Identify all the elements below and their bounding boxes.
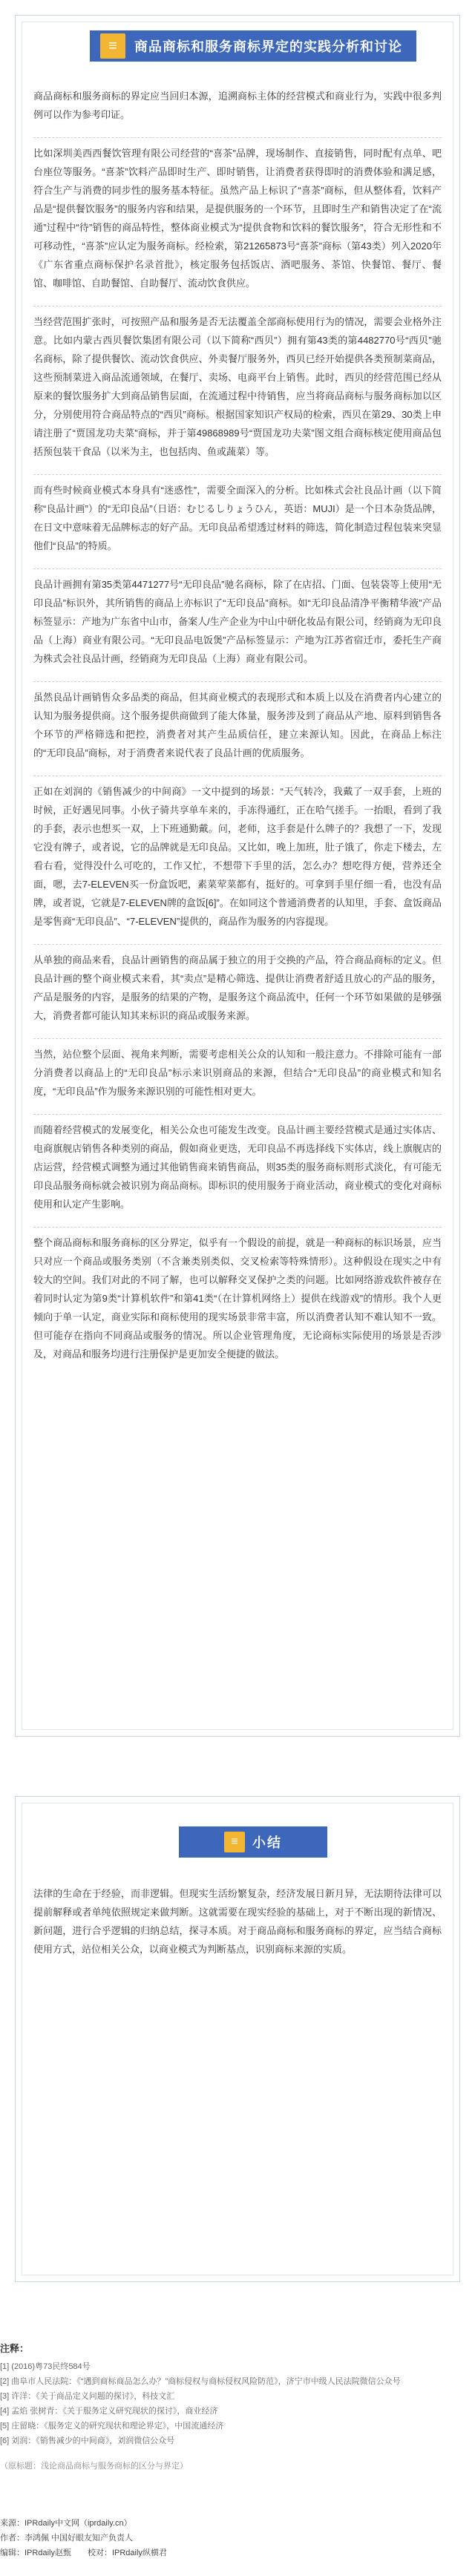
- paragraph: 虽然良品计画销售众多品类的商品，但其商业模式的表现形式和本质上以及在消费者内心建立的认知为服务提供商。这个服务提供商做到了能大体量，服务涉及到了商品从产地、原料到销售各个环节的严格筛选和把控，消费者对其产生品质信任，建立来源认知。因此，在商品上标注的“无印良品”商标，对于消费者来说代表了良品计画的优质服务。: [33, 688, 442, 776]
- note-item: [6] 刘润：《销售减少的中间商》，刘润微信公众号: [0, 2436, 175, 2445]
- paragraph: 比如深圳美西西餐饮管理有限公司经营的“喜茶”品牌，现场制作、直接销售，同时配有点单、吧台座位等服务。“喜茶”饮料产品即时生产、即时销售，让消费者获得即时的消费体验和满足感，符合生产与消费的同步性的服务基本特征。虽然产品上标识了“喜茶”商标，但从整体看，饮料产品是“提供餐饮服务”的服务内容和结果，是提供服务的一个环节，且即时生产和销售决定了在“流通”过程中“待”销售的商品特性，整体商业模式为“提供食物和饮料的餐饮服务”，符合无形性和不可移动性，“喜茶”应认定为服务商标。经检索，第21265873号“喜茶”商标（第43类）列入2020年《广东省重点商标保护名录首批》，核定服务包括饭店、酒吧服务、茶馆、快餐馆、餐厅、餐馆、咖啡馆、自助餐馆、自助餐厅、流动饮食供应。: [33, 144, 442, 307]
- article-footer: [0, 2516, 475, 2560]
- paragraph: 当经营范围扩张时，可按照产品和服务是否无法覆盖全部商标使用行为的情况，需要会业格外注意。比如内蒙古西贝餐饮集团有限公司（以下简称“西贝”）拥有第43类的第4482770号“西贝”驰名商标，除了提供餐饮、流动饮食供应、外卖餐厅服务外，西贝已经开始提供各类预制菜商品，这些预制菜进入商品流通领域，在餐厅、卖场、电商平台上销售。此时，西贝的经营范围已经从原来的餐饮服务扩大到商品销售层面，在流通过程中待销售，应当将商品商标与服务商标加以区分，分别使用符合商品特点的“西贝”商标。根据国家知识产权局的检索，西贝在第29、30类上申请注册了“贾国龙功夫菜”商标，并于第49868989号“贾国龙功夫菜”图文组合商标核定使用商品包括预包装干食品（以米为主，也包括肉、鱼或蔬菜）等。: [33, 312, 442, 475]
- section-inner-border: [22, 1803, 453, 2275]
- summary-title: 小结: [252, 1835, 282, 1850]
- paragraph: 当然，站位整个层面、视角来判断，需要考虑相关公众的认知和一般注意力。不排除可能有一部分消费者以商品上的“无印良品”标示来识别商品的来源，但结合“无印良品”的商业模式和知名度，“无印良品”作为服务来源识别的可能性相对更大。: [33, 1045, 442, 1115]
- notes-section: [0, 2341, 475, 2474]
- menu-icon: ≡: [224, 1832, 245, 1852]
- analysis-section: [15, 15, 460, 1737]
- summary-body: 法律的生命在于经验，而非逻辑。但现实生活纷繁复杂，经济发展日新月异，无法期待法律可以提前解释或者单纯依照规定来做判断。这就需要在现实经验的基础上，对于不断出现的新情况、新问题，进行合乎逻辑的归纳总结，探寻本质。对于商品商标和服务商标的界定，应当结合商标使用方式，站位相关公众，以商业模式为判断基点，识别商标来源的实质。: [33, 1888, 442, 1955]
- editor-credit: 编辑：IPRdaily赵甄 校对：IPRdaily纵横君: [0, 2549, 167, 2557]
- paragraph: 商品商标和服务商标的界定应当回归本源，追溯商标主体的经营模式和商业行为，实践中很多判例可以作为参考印证。: [33, 87, 442, 138]
- notes-title: 注释：: [0, 2343, 30, 2354]
- note-item: [5] 庄留晓：《服务定义的研究现状和理论界定》，中国流通经济: [0, 2422, 224, 2431]
- source-credit: 来源：IPRdaily中文网（iprdaily.cn）: [0, 2519, 132, 2528]
- note-item: [3] 许洋：《关于商品定义问题的探讨》，科技文汇: [0, 2392, 175, 2401]
- section-body: [33, 87, 442, 1383]
- summary-section: [15, 1796, 460, 2282]
- paragraph: 从单独的商品来看，良品计画销售的商品属于独立的用于交换的产品，符合商品商标的定义。但良品计画的整个商业模式来看，其“卖点”是精心筛选、提供让消费者舒适且放心的产品的服务，产品是服务的内容，是服务的结果的产物，是服务这个商品流中，任何一个环节如果做的是够强大，消费者都可能认知其来标识的商品或服务来源。: [33, 951, 442, 1039]
- note-item: [2] 曲阜市人民法院：《“遇到商标商品怎么办？”商标侵权与商标侵权风险防范》，济宁市中级人民法院微信公众号: [0, 2377, 401, 2386]
- menu-icon: ≡: [100, 33, 125, 59]
- author-credit: 作者：李鸿佩 中国好眼友知产负责人: [0, 2534, 134, 2543]
- original-title-note: （原标题：浅论商品商标与服务商标的区分与界定）: [0, 2462, 188, 2471]
- section-title-bar: [90, 30, 416, 62]
- note-item: [1] (2016)粤73民终584号: [0, 2362, 91, 2371]
- paragraph: 整个商品商标和服务商标的区分界定，似乎有一个假设的前提，就是一种商标的标识场景，应当只对应一个商品或服务类别（不含兼类别类似、交叉检索等特殊情形）。这种假设在现实之中有较大的空间。我们对此的不同了解，也可以解释交叉保护之类的问题。比如网络游戏软件被存在着同时认定为第9类“计算机软件”和第41类“（在计算机网络上）提供在线游戏”的情形。我个人更倾向于单一认定，商业实际和商标使用的现实场景非常丰富，所以消费者认知不难认知不一致。但可能存在指向不同商品或服务的情况。所以企业管理角度，无论商标实际使用的场景是否涉及，对商品和服务均进行注册保护是更加安全便捷的做法。: [33, 1237, 442, 1360]
- note-item: [4] 孟焰 张树青：《关于服务定义研究现状的探讨》，商业经济: [0, 2407, 218, 2416]
- paragraph: 正如在刘润的《销售减少的中间商》一文中提到的场景：“天气转冷，我戴了一双手套，上班的时候，正好遇见同事。小伙子骑共享单车来的，手冻得通红，正在哈气搓手。一抬眼，看到了我的手套，表示也想买一双，上下班通勤戴。问，老师，这手套是什么牌子的？我想了一下，发现它没有牌子，或者说，它的品牌就是无印良品。又比如，晚上加班，肚子饿了，你走下楼去，左看右看，觉得没什么可吃的，工作又忙，不想带下手里的活，怎么办？想吃得方便，营养还全面，嗯，去7-ELEVEN买一份盒饭吧，素菜荤菜都有，挺好的。可拿到手里仔细一看，也没有品牌，或者说，它就是7-ELEVEN牌的盒饭[6]”。在如同这个普通消费者的认知里，手套、盒饭商品是零售商“无印良品”、“7-ELEVEN”提供的，商品作为服务的内容提现。: [33, 782, 442, 945]
- paragraph: 而随着经营模式的发展变化，相关公众也可能发生改变。良品计画主要经营模式是通过实体店、电商旗舰店销售各种类别的商品，假如商业更迭，无印良品不再选择线下实体店，线上旗舰店的店运营，经营模式调整为通过其他销售商来销售商品，则35类的服务商标则形式淡化，有可能无印良品服务商标就会被识别为商品商标。即标识的使用服务于商业活动，商业模式的变化对商标使用和认定产生影响。: [33, 1121, 442, 1228]
- paragraph: 而有些时候商业模式本身具有“迷惑性”，需要全面深入的分析。比如株式会社良品计画（以下简称“良品计画”）的“无印良品”（日语：むじるしりょうひん，英语：MUJI）是一个日本杂货品牌，在日文中意味着无品牌标志的好产品。无印良品希望透过材料的筛选，简化制造过程包装来突显他们“良品”的特质。: [33, 481, 442, 569]
- summary-title-bar: [179, 1826, 327, 1858]
- paragraph: 良品计画拥有第35类第4471277号“无印良品”驰名商标，除了在店招、门面、包装袋等上使用“无印良品”标识外，其所销售的商品上亦标识了“无印良品”商标。如“无印良品清净平衡精华液”产品标签显示：产地为广东省中山市，备案人/生产企业为中山中研化妆品有限公司，经销商为无印良品（上海）商业有限公司。“无印良品电饭煲”产品标签显示：产地为江苏省宿迁市，委托生产商为株式会社良品计画，经销商为无印良品（上海）商业有限公司。: [33, 575, 442, 682]
- section-title: 商品商标和服务商标界定的实践分析和讨论: [134, 39, 402, 54]
